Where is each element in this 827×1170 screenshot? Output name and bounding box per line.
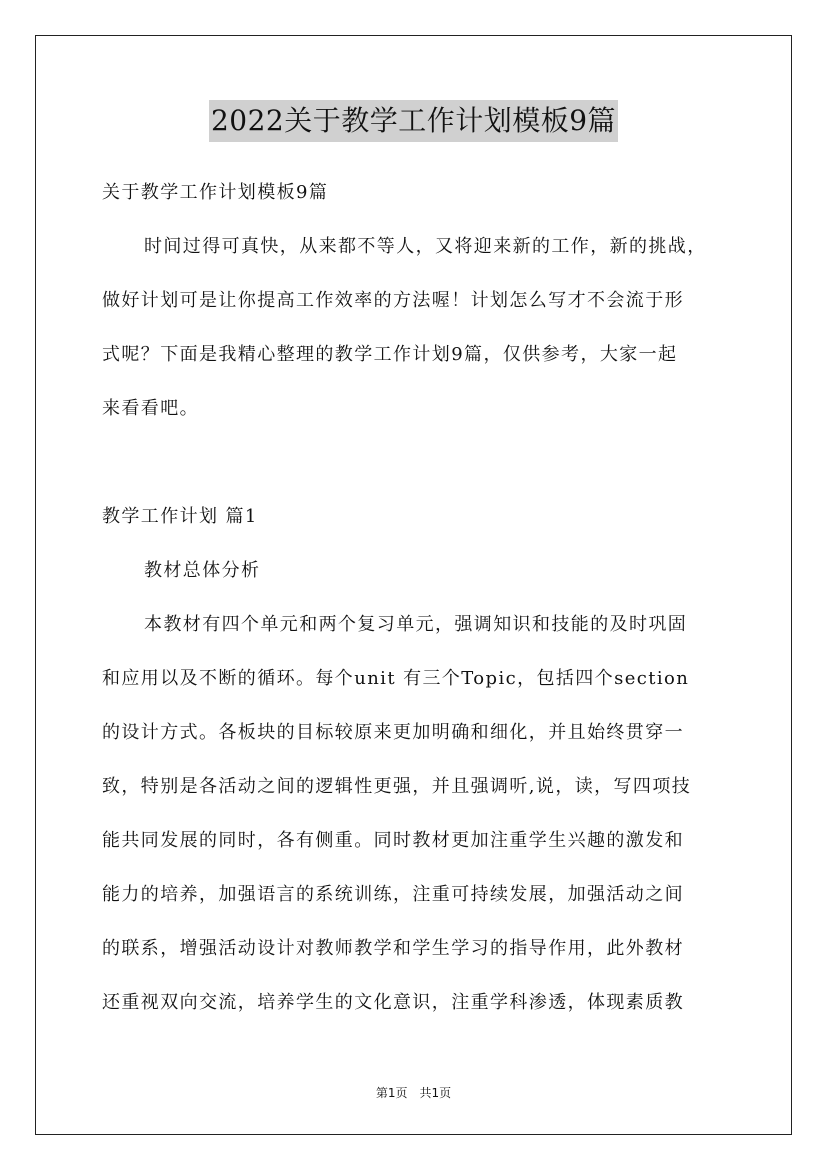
body-line: 致，特别是各活动之间的逻辑性更强，并且强调听,说，读，写四项技 — [102, 776, 692, 797]
document-title: 2022关于教学工作计划模板9篇 — [209, 100, 618, 142]
section-subheading: 教材总体分析 — [144, 560, 261, 581]
body-line: 的设计方式。各板块的目标较原来更加明确和细化，并且始终贯穿一 — [102, 722, 684, 743]
document-title-wrap — [0, 100, 827, 142]
body-line: 和应用以及不断的循环。每个unit 有三个Topic，包括四个section — [102, 668, 690, 689]
intro-line: 时间过得可真快，从来都不等人，又将迎来新的工作，新的挑战， — [144, 236, 707, 257]
body-line: 本教材有四个单元和两个复习单元，强调知识和技能的及时巩固 — [144, 614, 688, 635]
intro-line: 式呢？下面是我精心整理的教学工作计划9篇，仅供参考，大家一起 — [102, 344, 678, 365]
body-line: 能共同发展的同时，各有侧重。同时教材更加注重学生兴趣的激发和 — [102, 830, 684, 851]
body-line: 还重视双向交流，培养学生的文化意识，注重学科渗透，体现素质教 — [102, 992, 684, 1013]
document-subtitle: 关于教学工作计划模板9篇 — [102, 182, 329, 203]
body-line: 能力的培养，加强语言的系统训练，注重可持续发展，加强活动之间 — [102, 884, 684, 905]
section-heading: 教学工作计划 篇1 — [102, 506, 258, 527]
body-line: 的联系，增强活动设计对教师教学和学生学习的指导作用，此外教材 — [102, 938, 684, 959]
intro-line: 做好计划可是让你提高工作效率的方法喔！计划怎么写才不会流于形 — [102, 290, 684, 311]
intro-line: 来看看吧。 — [102, 398, 199, 419]
page-footer: 第1页 共1页 — [375, 1086, 452, 1100]
